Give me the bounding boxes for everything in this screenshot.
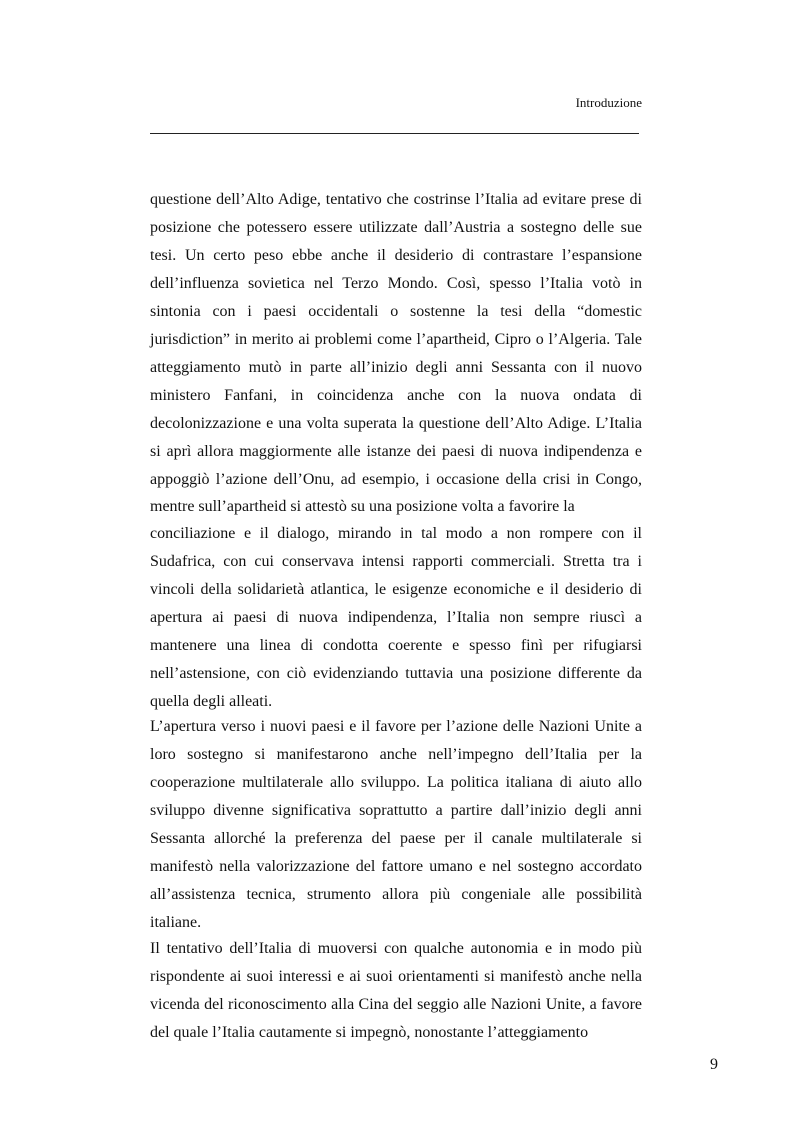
text-line: italiane. bbox=[150, 914, 202, 931]
text-line: si aprì allora maggiormente alle istanze dei paesi di nuova indipendenza e bbox=[150, 443, 642, 460]
text-line: questione dell’Alto Adige, tentativo che costrinse l’Italia ad evitare prese di bbox=[150, 191, 642, 208]
text-line: rispondente ai suoi interessi e ai suoi orientamenti si manifestò anche nella bbox=[150, 968, 642, 985]
text-line: jurisdiction” in merito ai problemi come l’apartheid, Cipro o l’Algeria. Tale bbox=[150, 331, 642, 348]
text-line: nell’astensione, con ciò evidenziando tuttavia una posizione differente da bbox=[150, 665, 642, 682]
text-line: ministero Fanfani, in coincidenza anche con la nuova ondata di bbox=[150, 387, 642, 404]
text-line: sintonia con i paesi occidentali o sostenne la tesi della “domestic bbox=[150, 303, 642, 320]
text-line: dell’influenza sovietica nel Terzo Mondo. Così, spesso l’Italia votò in bbox=[150, 275, 642, 292]
text-line: L’apertura verso i nuovi paesi e il favore per l’azione delle Nazioni Unite a bbox=[150, 718, 642, 735]
running-header: Introduzione bbox=[575, 95, 642, 110]
text-line: cooperazione multilaterale allo sviluppo. La politica italiana di aiuto allo bbox=[150, 774, 642, 791]
text-line: del quale l’Italia cautamente si impegnò, nonostante l’atteggiamento bbox=[150, 1024, 589, 1041]
text-line: appoggiò l’azione dell’Onu, ad esempio, i occasione della crisi in Congo, bbox=[150, 471, 642, 488]
text-line: loro sostegno si manifestarono anche nell’impegno dell’Italia per la bbox=[150, 746, 642, 763]
text-line: mentre sull’apartheid si attestò su una posizione volta a favorire la bbox=[150, 498, 575, 515]
text-line: apertura ai paesi di nuova indipendenza, l’Italia non sempre riuscì a bbox=[150, 609, 642, 626]
text-line: vicenda del riconoscimento alla Cina del seggio alle Nazioni Unite, a favore bbox=[150, 996, 642, 1013]
text-line: all’assistenza tecnica, strumento allora più congeniale alle possibilità bbox=[150, 886, 642, 903]
text-line: Il tentativo dell’Italia di muoversi con qualche autonomia e in modo più bbox=[150, 940, 642, 957]
text-line: manifestò nella valorizzazione del fattore umano e nel sostegno accordato bbox=[150, 858, 642, 875]
text-line: sviluppo divenne significativa soprattutto a partire dall’inizio degli anni bbox=[150, 802, 642, 819]
text-line: mantenere una linea di condotta coerente e spesso finì per rifugiarsi bbox=[150, 637, 642, 654]
text-line: Sessanta allorché la preferenza del paese per il canale multilaterale si bbox=[150, 830, 642, 847]
header-rule bbox=[150, 133, 639, 134]
text-line: tesi. Un certo peso ebbe anche il desiderio di contrastare l’espansione bbox=[150, 247, 642, 264]
text-line: quella degli alleati. bbox=[150, 693, 273, 710]
text-line: decolonizzazione e una volta superata la questione dell’Alto Adige. L’Italia bbox=[150, 415, 642, 432]
text-line: atteggiamento mutò in parte all’inizio degli anni Sessanta con il nuovo bbox=[150, 359, 642, 376]
text-line: vincoli della solidarietà atlantica, le esigenze economiche e il desiderio di bbox=[150, 581, 642, 598]
page-number: 9 bbox=[710, 1056, 718, 1073]
text-line: posizione che potessero essere utilizzate dall’Austria a sostegno delle sue bbox=[150, 219, 642, 236]
text-line: Sudafrica, con cui conservava intensi rapporti commerciali. Stretta tra i bbox=[150, 553, 642, 570]
text-line: conciliazione e il dialogo, mirando in tal modo a non rompere con il bbox=[150, 525, 642, 542]
